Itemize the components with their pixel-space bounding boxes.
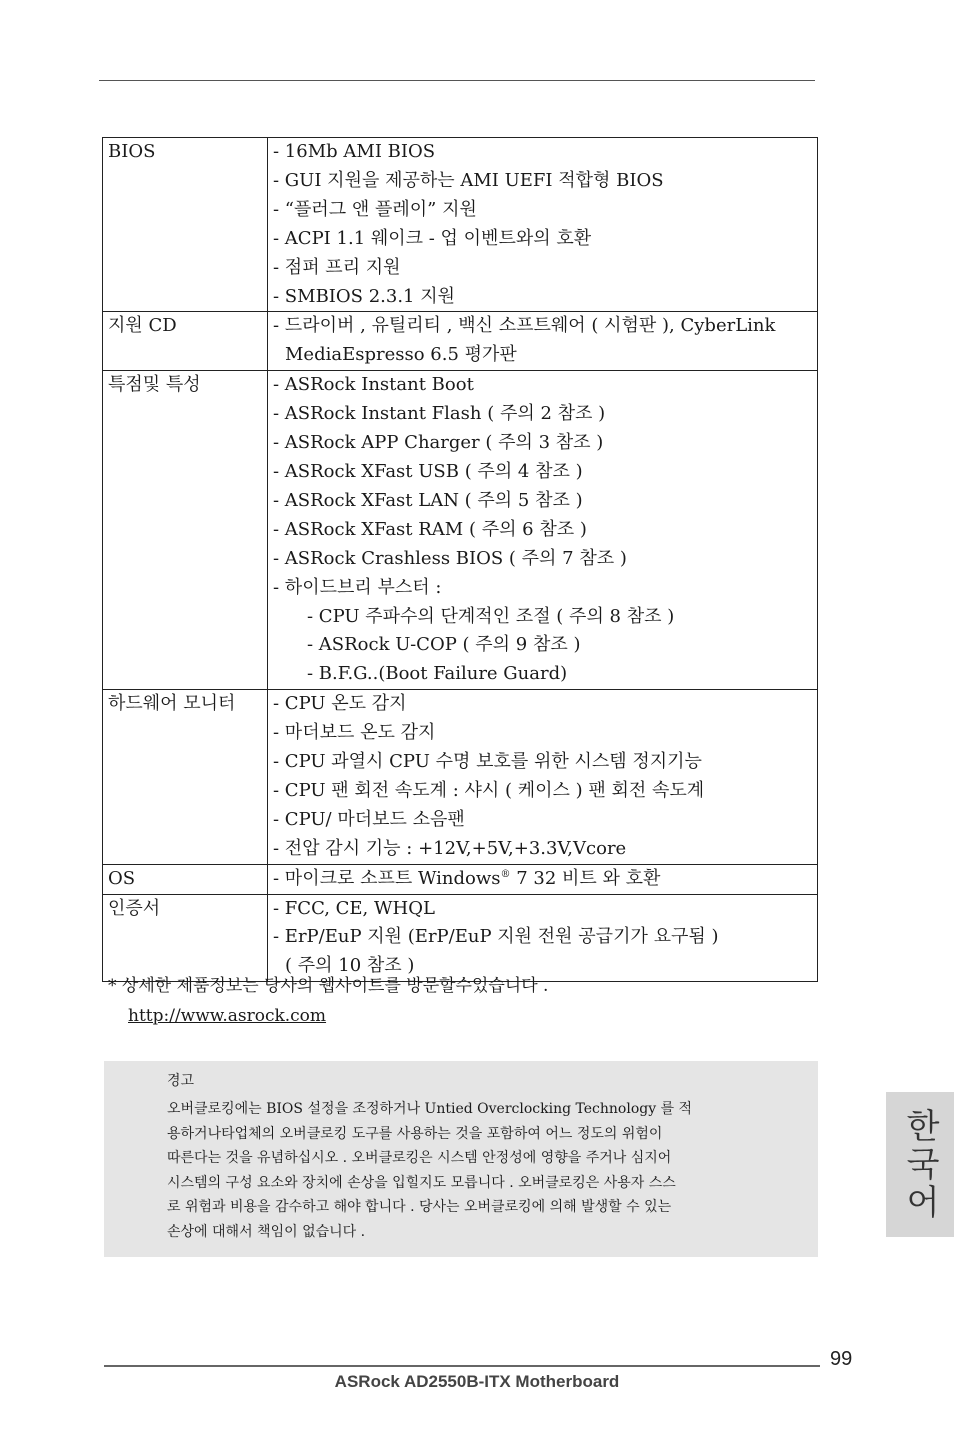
row-values-support-cd <box>268 312 818 371</box>
list-item: MediaEspresso 6.5 평가판 <box>285 344 517 366</box>
table-row <box>103 864 818 894</box>
page-number: 99 <box>830 1348 853 1370</box>
registered-mark: ® <box>500 868 511 880</box>
list-item: - CPU 과열시 CPU 수명 보호를 위한 시스템 정지기능 <box>273 751 702 773</box>
table-row <box>103 894 818 982</box>
list-item: - ASRock XFast LAN ( 주의 5 참조 ) <box>273 489 583 511</box>
list-item <box>273 865 817 894</box>
list-item: ( 주의 10 참조 ) <box>285 955 415 977</box>
warning-line: 오버클로킹에는 BIOS 설정을 조정하거나 Untied Overclocking Technology 를 적 <box>167 1101 693 1117</box>
spec-table <box>102 137 818 982</box>
warning-line: 로 위험과 비용을 감수하고 해야 합니다 . 당사는 오버클로킹에 의해 발생할 수 있는 <box>167 1199 672 1215</box>
row-label-hardware-monitor: 하드웨어 모니터 <box>103 690 268 864</box>
row-values-bios <box>268 138 818 312</box>
warning-box <box>104 1061 818 1257</box>
warning-title: 경고 <box>167 1073 195 1089</box>
row-values-hardware-monitor <box>268 690 818 864</box>
list-item: - CPU 온도 감지 <box>273 693 407 715</box>
os-prefix: - 마이크로 소프트 Windows <box>273 867 501 889</box>
warning-line: 손상에 대해서 책임이 없습니다 . <box>167 1223 366 1240</box>
row-label-certifications: 인증서 <box>103 894 268 982</box>
list-item: - 전압 감시 기능 : +12V,+5V,+3.3V,Vcore <box>273 837 627 859</box>
list-item: - ACPI 1.1 웨이크 - 업 이벤트와의 호환 <box>273 227 592 249</box>
list-item: - ASRock U-COP ( 주의 9 참조 ) <box>307 634 581 656</box>
list-item: - FCC, CE, WHQL <box>273 897 435 919</box>
list-item: - CPU/ 마더보드 소음팬 <box>273 808 465 830</box>
warning-line: 따른다는 것을 유념하십시오 . 오버클로킹은 시스템 안정성에 영향을 주거나 심지어 <box>167 1150 672 1166</box>
list-item: - CPU 주파수의 단계적인 조절 ( 주의 8 참조 ) <box>307 605 675 627</box>
warning-body <box>167 1097 797 1244</box>
list-item: - 하이드브리 부스터 : <box>273 576 442 598</box>
language-label: 한국어 <box>899 1107 940 1222</box>
list-item: - B.F.G..(Boot Failure Guard) <box>307 663 568 685</box>
table-row <box>103 371 818 690</box>
list-item: - SMBIOS 2.3.1 지원 <box>273 285 456 307</box>
row-values-certifications <box>268 894 818 982</box>
list-item: - CPU 팬 회전 속도계 : 샤시 ( 케이스 ) 팬 회전 속도계 <box>273 779 705 801</box>
footnote-text: * 상세한 제품정보는 당사의 웹사이트를 방문할수있습니다 . <box>108 976 549 996</box>
row-label-os: OS <box>103 864 268 894</box>
table-row <box>103 690 818 864</box>
row-label-bios: BIOS <box>103 138 268 312</box>
list-item: - ASRock APP Charger ( 주의 3 참조 ) <box>273 432 604 454</box>
list-item: - ASRock Instant Boot <box>273 374 474 396</box>
list-item: - 16Mb AMI BIOS <box>273 141 436 162</box>
list-item: - ErP/EuP 지원 (ErP/EuP 지원 전원 공급기가 요구됨 ) <box>273 926 719 948</box>
row-values-features <box>268 371 818 690</box>
list-item: - “플러그 앤 플레이” 지원 <box>273 198 477 220</box>
warning-line: 용하거나타업체의 오버클로킹 도구를 사용하는 것을 포함하여 어느 정도의 위험이 <box>167 1125 663 1142</box>
row-label-support-cd: 지원 CD <box>103 312 268 371</box>
language-side-tab <box>886 1092 954 1237</box>
table-row <box>103 138 818 312</box>
warning-line: 시스템의 구성 요소와 장치에 손상을 입힐지도 모릅니다 . 오버클로킹은 사용자 스스 <box>167 1174 676 1191</box>
top-rule <box>99 80 815 81</box>
list-item: - GUI 지원을 제공하는 AMI UEFI 적합형 BIOS <box>273 169 664 191</box>
footer-title: ASRock AD2550B-ITX Motherboard <box>334 1372 620 1391</box>
list-item: - ASRock Crashless BIOS ( 주의 7 참조 ) <box>273 547 627 569</box>
list-item: - 점퍼 프리 지원 <box>273 256 401 278</box>
row-label-features: 특점및 특성 <box>103 371 268 690</box>
list-item: - 드라이버 , 유틸리티 , 백신 소프트웨어 ( 시험판 ), CyberLink <box>273 315 776 337</box>
row-values-os <box>268 864 818 894</box>
list-item: - ASRock XFast USB ( 주의 4 참조 ) <box>273 460 583 482</box>
os-suffix: 7 32 비트 와 호환 <box>510 867 661 889</box>
list-item: - 마더보드 온도 감지 <box>273 722 436 744</box>
bottom-rule <box>104 1365 820 1367</box>
list-item: - ASRock Instant Flash ( 주의 2 참조 ) <box>273 403 606 425</box>
table-row <box>103 312 818 371</box>
website-link[interactable]: http://www.asrock.com <box>128 1006 327 1026</box>
list-item: - ASRock XFast RAM ( 주의 6 참조 ) <box>273 518 587 540</box>
